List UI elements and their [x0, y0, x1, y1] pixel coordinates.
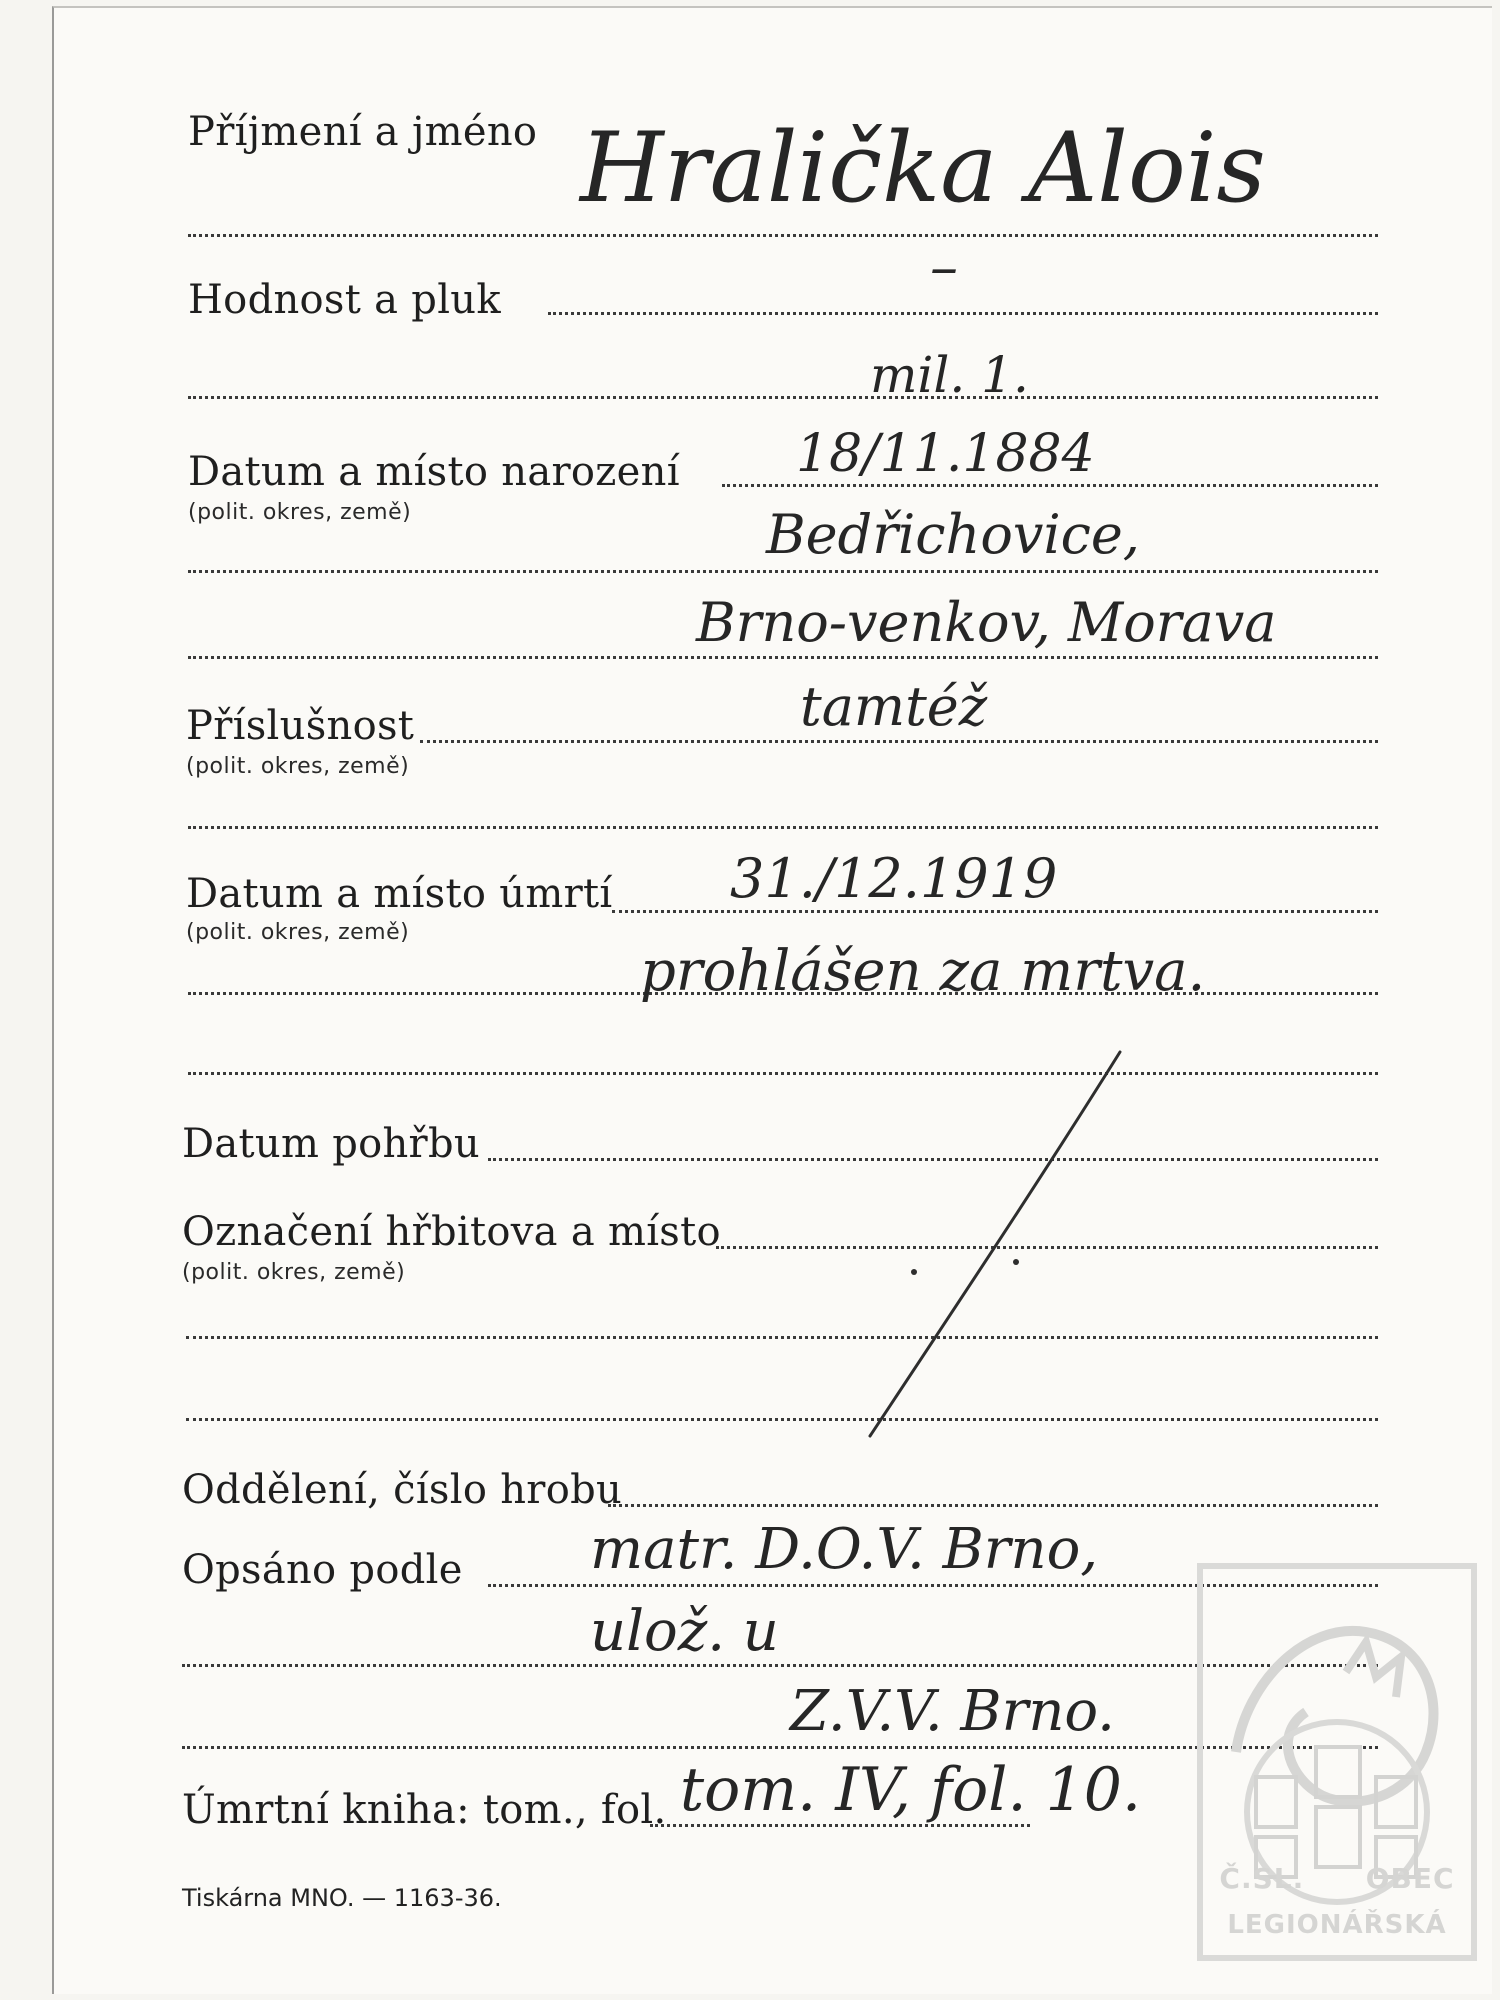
- stamp-line-1: [1196, 1862, 1478, 1895]
- dotted-line: [608, 1504, 1378, 1507]
- lion-emblem-icon: [1196, 1562, 1478, 1962]
- name-entry: Hralička Alois: [580, 112, 1266, 224]
- death-note-entry: prohlášen za mrtva.: [640, 939, 1206, 1004]
- birth-label: Datum a místo narození: [188, 449, 680, 495]
- copied-label: Opsáno podle: [182, 1547, 463, 1593]
- stamp-line-3: LEGIONÁŘSKÁ: [1227, 1910, 1447, 1940]
- death-label: Datum a místo úmrtí: [186, 871, 613, 917]
- citizenship-sub-label: (polit. okres, země): [186, 754, 410, 779]
- section-label: Oddělení, číslo hrobu: [182, 1467, 623, 1513]
- citizenship-label: Příslušnost: [186, 703, 415, 749]
- copied-entry-1: matr. D.O.V. Brno,: [590, 1517, 1099, 1582]
- death-date-entry: 31./12.1919: [730, 847, 1058, 910]
- copied-entry-3: Z.V.V. Brno.: [790, 1679, 1115, 1744]
- stamp-text-csl: Č.SL.: [1219, 1862, 1305, 1895]
- rank-entry: –: [930, 235, 958, 300]
- printer-imprint: Tiskárna MNO. — 1163-36.: [182, 1884, 502, 1912]
- birth-place-entry: Bedřichovice,: [766, 503, 1140, 566]
- deathbook-entry: tom. IV, fol. 10.: [680, 1755, 1142, 1825]
- citizenship-entry: tamtéž: [800, 675, 988, 738]
- cemetery-sub-label: (polit. okres, země): [182, 1260, 406, 1285]
- copied-entry-2: ulož. u: [590, 1599, 779, 1664]
- birth-district-entry: Brno-venkov, Morava: [696, 591, 1277, 654]
- rank-label: Hodnost a pluk: [188, 277, 501, 323]
- burial-label: Datum pohřbu: [182, 1121, 480, 1167]
- deathbook-label: Úmrtní kniha: tom., fol.: [182, 1787, 667, 1833]
- legion-stamp-watermark: [1196, 1562, 1478, 1962]
- death-sub-label: (polit. okres, země): [186, 920, 410, 945]
- birth-date-entry: 18/11.1884: [796, 424, 1095, 484]
- cemetery-label: Označení hřbitova a místo: [182, 1209, 721, 1255]
- surname-label: Příjmení a jméno: [188, 109, 538, 155]
- stamp-text-obec: OBEC: [1365, 1862, 1455, 1895]
- birth-sub-label: (polit. okres, země): [188, 500, 412, 525]
- birth-note-entry: mil. 1.: [870, 346, 1029, 404]
